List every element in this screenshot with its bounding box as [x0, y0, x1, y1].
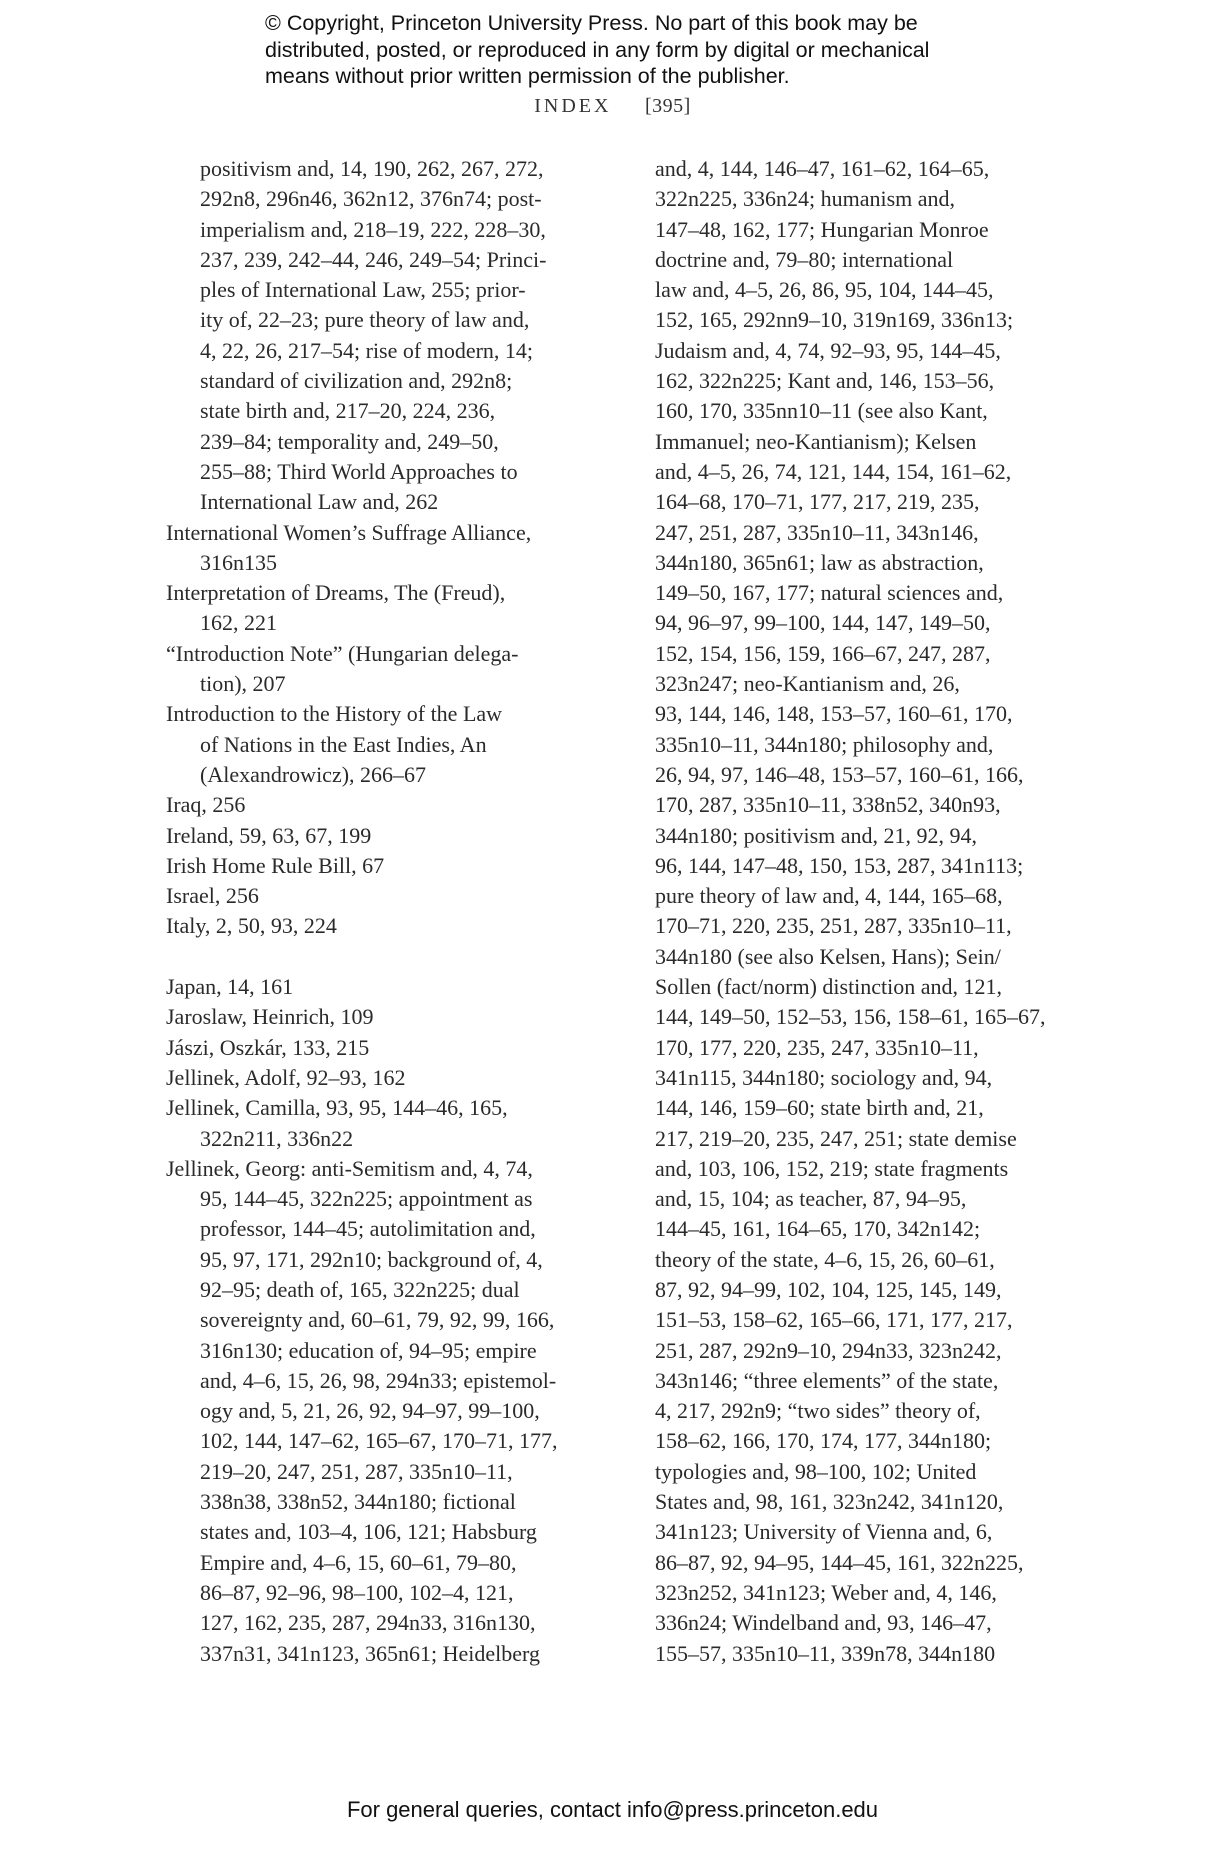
index-entry	[166, 881, 576, 911]
index-line: of Nations in the East Indies, An	[200, 731, 487, 757]
index-line: 219–20, 247, 251, 287, 335n10–11,	[200, 1458, 513, 1484]
index-line: Jellinek, Adolf, 92–93, 162	[166, 1064, 406, 1090]
index-line: States and, 98, 161, 323n242, 341n120,	[655, 1489, 1004, 1515]
index-line: doctrine and, 79–80; international	[655, 246, 954, 272]
index-line: 162, 221	[200, 610, 277, 636]
index-line: pure theory of law and, 4, 144, 165–68,	[655, 883, 1003, 909]
index-entry	[166, 821, 576, 851]
index-line: 95, 97, 171, 292n10; background of, 4,	[200, 1246, 543, 1272]
letter-group-break	[166, 942, 576, 972]
index-line: 144, 149–50, 152–53, 156, 158–61, 165–67,	[655, 1004, 1046, 1030]
index-line: 292n8, 296n46, 362n12, 376n74; post-	[200, 186, 542, 212]
index-line: 170, 287, 335n10–11, 338n52, 340n93,	[655, 792, 1001, 818]
index-line: ogy and, 5, 21, 26, 92, 94–97, 99–100,	[200, 1398, 540, 1424]
index-entry	[166, 699, 576, 790]
index-line: Empire and, 4–6, 15, 60–61, 79–80,	[200, 1549, 517, 1575]
index-line: law and, 4–5, 26, 86, 95, 104, 144–45,	[655, 277, 994, 303]
index-line: typologies and, 98–100, 102; United	[655, 1458, 977, 1484]
index-line: Interpretation of Dreams, The (Freud),	[166, 580, 506, 606]
index-line: 4, 217, 292n9; “two sides” theory of,	[655, 1398, 981, 1424]
index-entry	[166, 972, 576, 1002]
index-line: 316n135	[200, 549, 277, 575]
index-line: 344n180, 365n61; law as abstraction,	[655, 549, 984, 575]
section-title: INDEX	[534, 95, 612, 117]
index-entry	[166, 1063, 576, 1093]
index-entry	[166, 1002, 576, 1032]
index-line: 170, 177, 220, 235, 247, 335n10–11,	[655, 1034, 979, 1060]
index-line: International Law and, 262	[200, 489, 439, 515]
index-line: 94, 96–97, 99–100, 144, 147, 149–50,	[655, 610, 991, 636]
index-line: 335n10–11, 344n180; philosophy and,	[655, 731, 994, 757]
index-line: Jaroslaw, Heinrich, 109	[166, 1004, 374, 1030]
index-line: 251, 287, 292n9–10, 294n33, 323n242,	[655, 1337, 1002, 1363]
index-entry	[166, 639, 576, 700]
index-line: “Introduction Note” (Hungarian delega-	[166, 640, 519, 666]
index-line: and, 103, 106, 152, 219; state fragments	[655, 1155, 1009, 1181]
index-line: 217, 219–20, 235, 247, 251; state demise	[655, 1125, 1017, 1151]
index-entry	[166, 1154, 576, 1669]
index-line: tion), 207	[200, 671, 286, 697]
copyright-line: means without prior written permission of the publisher.	[265, 64, 790, 88]
index-line: ity of, 22–23; pure theory of law and,	[200, 307, 530, 333]
page-number: [395]	[644, 95, 691, 117]
index-line: 323n252, 341n123; Weber and, 4, 146,	[655, 1579, 997, 1605]
index-line: Irish Home Rule Bill, 67	[166, 852, 385, 878]
index-line: 158–62, 166, 170, 174, 177, 344n180;	[655, 1428, 992, 1454]
index-line: 247, 251, 287, 335n10–11, 343n146,	[655, 519, 979, 545]
index-line: imperialism and, 218–19, 222, 228–30,	[200, 216, 546, 242]
index-line: 144–45, 161, 164–65, 170, 342n142;	[655, 1216, 981, 1242]
index-line: 322n211, 336n22	[200, 1125, 354, 1151]
index-line: 127, 162, 235, 287, 294n33, 316n130,	[200, 1610, 536, 1636]
index-entry	[166, 911, 576, 941]
running-head	[0, 95, 1225, 118]
index-line: Japan, 14, 161	[166, 974, 294, 1000]
copyright-line: distributed, posted, or reproduced in any form by digital or mechanical	[265, 37, 930, 62]
index-line: 155–57, 335n10–11, 339n78, 344n180	[655, 1640, 996, 1666]
index-line: 323n247; neo-Kantianism and, 26,	[655, 671, 960, 697]
index-line: 160, 170, 335nn10–11 (see also Kant,	[655, 398, 988, 424]
index-line: Sollen (fact/norm) distinction and, 121,	[655, 974, 1003, 1000]
footer-contact: For general queries, contact info@press.princeton.edu	[346, 1797, 879, 1822]
index-line: states and, 103–4, 106, 121; Habsburg	[200, 1519, 537, 1545]
index-line: 26, 94, 97, 146–48, 153–57, 160–61, 166,	[655, 761, 1024, 787]
index-line: 87, 92, 94–99, 102, 104, 125, 145, 149,	[655, 1276, 1002, 1302]
index-line: Jellinek, Georg: anti-Semitism and, 4, 74,	[166, 1155, 533, 1181]
index-line: and, 4–5, 26, 74, 121, 144, 154, 161–62,	[655, 458, 1012, 484]
index-entry	[166, 518, 576, 579]
index-line: Israel, 256	[166, 883, 259, 909]
index-line: 4, 22, 26, 217–54; rise of modern, 14;	[200, 337, 534, 363]
index-line: and, 4, 144, 146–47, 161–62, 164–65,	[655, 156, 990, 181]
index-line: 341n115, 344n180; sociology and, 94,	[655, 1064, 993, 1090]
index-line: 93, 144, 146, 148, 153–57, 160–61, 170,	[655, 701, 1013, 727]
index-line: 341n123; University of Vienna and, 6,	[655, 1519, 993, 1545]
index-line: 336n24; Windelband and, 93, 146–47,	[655, 1610, 992, 1636]
index-line: theory of the state, 4–6, 15, 26, 60–61,	[655, 1246, 995, 1272]
index-line: and, 4–6, 15, 26, 98, 294n33; epistemol-	[200, 1367, 557, 1393]
index-line: 144, 146, 159–60; state birth and, 21,	[655, 1095, 984, 1121]
index-line: 170–71, 220, 235, 251, 287, 335n10–11,	[655, 913, 1012, 939]
index-line: Jellinek, Camilla, 93, 95, 144–46, 165,	[166, 1095, 508, 1121]
index-line: state birth and, 217–20, 224, 236,	[200, 398, 496, 424]
index-line: sovereignty and, 60–61, 79, 92, 99, 166,	[200, 1307, 555, 1333]
index-entry	[166, 154, 576, 518]
index-line: 239–84; temporality and, 249–50,	[200, 428, 499, 454]
index-line: 343n146; “three elements” of the state,	[655, 1367, 999, 1393]
index-line: (Alexandrowicz), 266–67	[200, 761, 427, 787]
index-line: Introduction to the History of the Law	[166, 701, 503, 727]
index-line: 337n31, 341n123, 365n61; Heidelberg	[200, 1640, 540, 1666]
index-line: International Women’s Suffrage Alliance,	[166, 519, 532, 545]
index-line: Judaism and, 4, 74, 92–93, 95, 144–45,	[655, 337, 1001, 363]
index-line: 147–48, 162, 177; Hungarian Monroe	[655, 216, 989, 242]
index-line: 164–68, 170–71, 177, 217, 219, 235,	[655, 489, 980, 515]
index-line: Ireland, 59, 63, 67, 199	[166, 822, 372, 848]
index-line: 255–88; Third World Approaches to	[200, 458, 518, 484]
index-line: 152, 154, 156, 159, 166–67, 247, 287,	[655, 640, 991, 666]
index-line: 151–53, 158–62, 165–66, 171, 177, 217,	[655, 1307, 1013, 1333]
index-line: standard of civilization and, 292n8;	[200, 368, 513, 394]
index-entry	[166, 851, 576, 881]
index-entry	[166, 578, 576, 639]
index-line: Immanuel; neo-Kantianism); Kelsen	[655, 428, 977, 454]
index-line: 344n180; positivism and, 21, 92, 94,	[655, 822, 978, 848]
index-line: and, 15, 104; as teacher, 87, 94–95,	[655, 1186, 967, 1212]
index-line: 338n38, 338n52, 344n180; fictional	[200, 1489, 516, 1515]
index-line: 86–87, 92–96, 98–100, 102–4, 121,	[200, 1579, 514, 1605]
index-line: 86–87, 92, 94–95, 144–45, 161, 322n225,	[655, 1549, 1024, 1575]
index-line: 96, 144, 147–48, 150, 153, 287, 341n113;	[655, 852, 1024, 878]
index-column-left	[166, 154, 576, 1669]
index-entry	[166, 790, 576, 820]
index-line: professor, 144–45; autolimitation and,	[200, 1216, 536, 1242]
index-line: 149–50, 167, 177; natural sciences and,	[655, 580, 1004, 606]
index-line: Jászi, Oszkár, 133, 215	[166, 1034, 370, 1060]
index-entry	[166, 1093, 576, 1154]
copyright-notice	[265, 10, 1025, 90]
index-column-right	[655, 154, 1055, 1669]
index-line: 152, 165, 292nn9–10, 319n169, 336n13;	[655, 307, 1014, 333]
index-line: Iraq, 256	[166, 792, 246, 818]
index-line: ples of International Law, 255; prior-	[200, 277, 526, 303]
index-line: 316n130; education of, 94–95; empire	[200, 1337, 537, 1363]
index-line: Italy, 2, 50, 93, 224	[166, 913, 337, 939]
index-line: 92–95; death of, 165, 322n225; dual	[200, 1276, 520, 1302]
copyright-line: © Copyright, Princeton University Press. No part of this book may be	[265, 11, 918, 35]
index-line: 237, 239, 242–44, 246, 249–54; Princi-	[200, 246, 547, 272]
index-line: 344n180 (see also Kelsen, Hans); Sein/	[655, 943, 1001, 969]
index-line: 95, 144–45, 322n225; appointment as	[200, 1186, 533, 1212]
index-line: 322n225, 336n24; humanism and,	[655, 186, 956, 212]
index-line: 102, 144, 147–62, 165–67, 170–71, 177,	[200, 1428, 558, 1454]
index-entry	[166, 1033, 576, 1063]
index-line: positivism and, 14, 190, 262, 267, 272,	[200, 156, 544, 181]
index-line: 162, 322n225; Kant and, 146, 153–56,	[655, 368, 995, 394]
